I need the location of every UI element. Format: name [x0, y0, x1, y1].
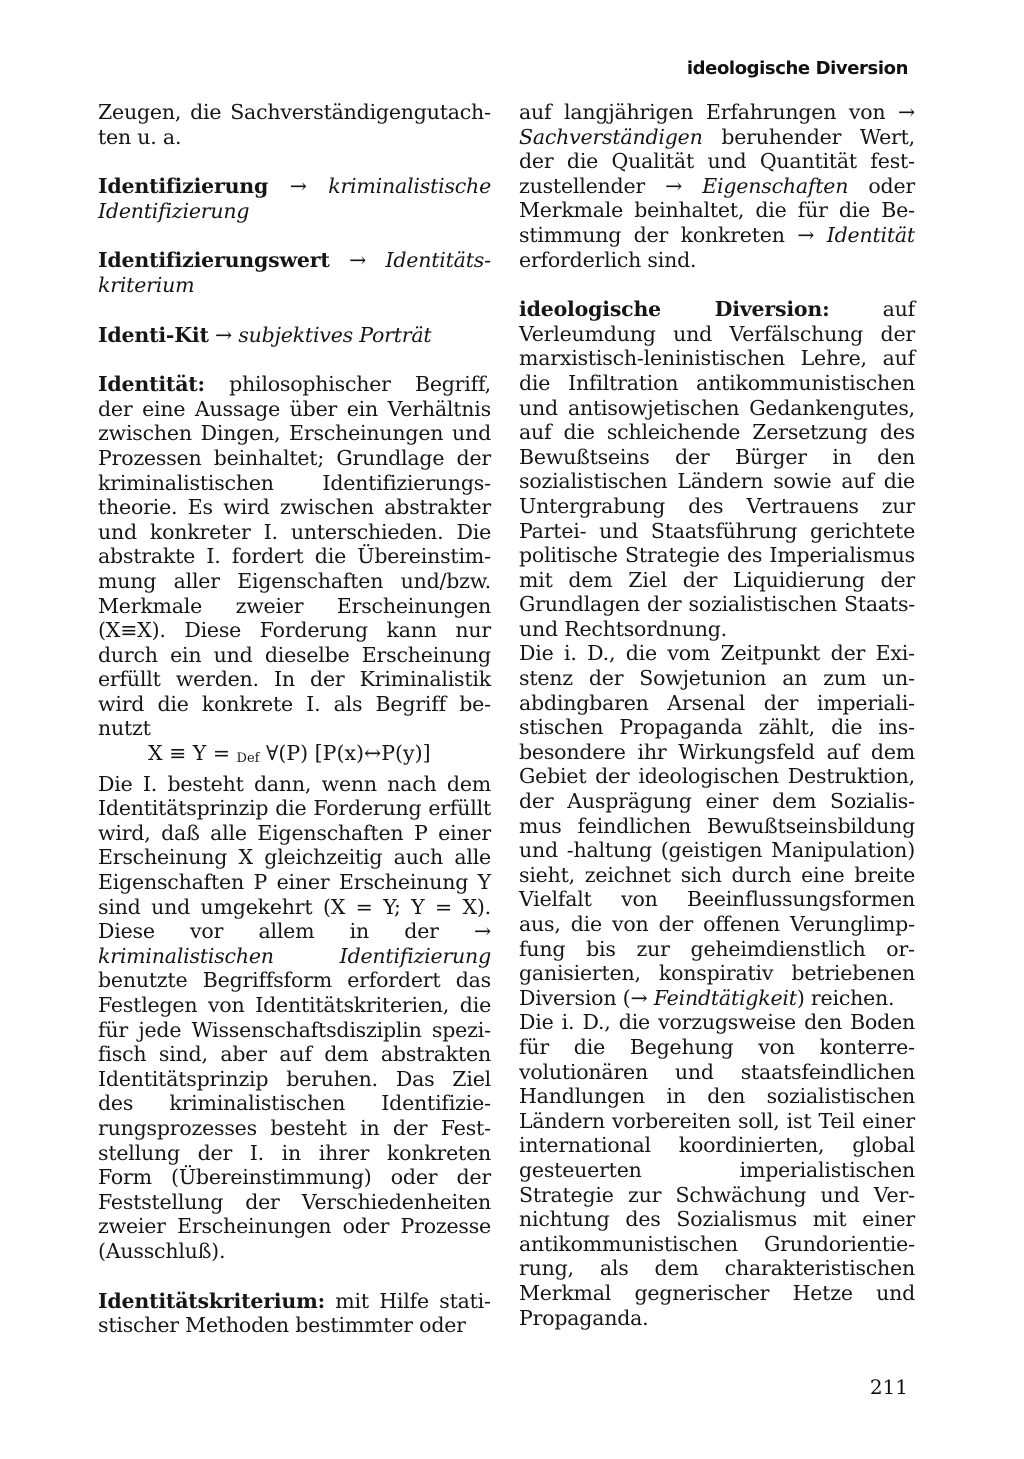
entry-text: Die i. D., die vorzugsweise den Boden für die Begehung von konterrevolutionären und staatsfeindlichen Handlungen in den sozialistischen Ländern vorbereiten soll, ist Teil einer international koordinierten, global gesteuerten imperialistischen Strategie zur Schwächung und Vernichtung des Sozialismus mit einer antikommunistischen Grundorientierung, als dem charakteristischen Merkmal gegnerischer Hetze und Propaganda.	[519, 1010, 915, 1330]
arrow-icon: →	[898, 100, 915, 124]
entry-headword: Identität:	[98, 372, 205, 397]
cross-reference[interactable]: kriminalistischen Identifizierung	[98, 943, 491, 968]
identity-formula: X ≡ Y = $_{Def}$ ∀(P) [P(x)↔P(y)]	[148, 741, 431, 767]
cross-reference[interactable]: Feindtätigkeit	[653, 985, 797, 1010]
entry-identitaet	[98, 372, 491, 1263]
continuation-text	[98, 100, 491, 149]
entry-ideologische-diversion	[519, 297, 915, 1330]
running-head: ideologische Diversion	[686, 58, 908, 79]
entry-text: beruhender Wert, der die Qualität und Quantität festzustellender	[519, 124, 915, 198]
right-column	[519, 100, 915, 1355]
left-column	[98, 100, 491, 1363]
page-number: 211	[869, 1375, 908, 1399]
entry-text: mit Hilfe statistischer Methoden bestimmter oder	[98, 1288, 491, 1338]
entry-text: ) reichen.	[796, 985, 895, 1010]
entry-text: auf Verleumdung und Verfälschung der marxistisch-leninistischen Lehre, auf die Infiltration antikommunistischen und antisowjetischen Gedankengutes, auf die schleichende Zersetzung des Bewußtseins der Bürger in den sozialistischen Ländern sowie auf die Untergrabung des Vertrauens zur Partei- und Staatsführung gerichtete politische Strategie des Imperialismus mit dem Ziel der Liquidierung der Grundlagen der sozialistischen Staats- und Rechtsordnung.	[519, 297, 915, 641]
cross-reference[interactable]: subjektives Porträt	[238, 322, 432, 347]
cross-reference[interactable]: Sachverständigen	[519, 124, 703, 149]
entry-identi-kit	[98, 323, 491, 348]
arrow-icon: →	[349, 248, 367, 273]
cross-reference[interactable]: Eigenschaften	[702, 173, 849, 198]
cross-reference[interactable]: Identitätskriterium	[98, 248, 491, 297]
cross-reference[interactable]: kriminalistische Identifizierung	[98, 174, 491, 223]
cross-reference[interactable]: Identität	[826, 222, 915, 247]
entry-text: benutzte Begriffsform erfordert das Festlegen von Identitätskriterien, die für jede Wissenschaftsdisziplin spezifisch sind, aber auf dem abstrakten Identitätsprinzip beruhen. Das Ziel des kriminalistischen Identifizierungsprozesses besteht in der Feststellung der I. in ihrer konkreten Form (Übereinstimmung) oder der Feststellung der Verschiedenheiten zweier Erscheinungen oder Prozesse (Ausschluß).	[98, 968, 491, 1263]
entry-text: oder Merkmale beinhaltet, die für die Bestimmung der konkreten	[519, 173, 915, 247]
paragraph	[519, 1010, 915, 1330]
entry-identitaetskriterium	[98, 1289, 491, 1338]
entry-headword: Identi-Kit	[98, 322, 209, 347]
entry-text: Die I. besteht dann, wenn nach dem Identitätsprinzip die Forderung erfüllt wird, daß alle Eigenschaften P einer Erscheinung X gleichzeitig auch alle Eigenschaften P einer Erscheinung Y sind und umgekehrt (X = Y; Y = X). Diese vor allem in der	[98, 771, 491, 944]
entry-identifizierungswert	[98, 248, 491, 297]
arrow-icon: →	[289, 174, 307, 199]
entry-identitaetskriterium-cont	[519, 100, 915, 272]
entry-text: Die i. D., die vom Zeitpunkt der Existenz der Sowjetunion an zum unabdingbaren Arsenal der imperialistischen Propaganda zählt, die insbesondere ihr Wirkungsfeld auf dem Gebiet der ideologischen Destruktion, der Ausprägung einer dem Sozialismus feindlichen Bewußtseinsbildung und -haltung (geistigen Manipulation) sieht, zeichnet sich durch eine breite Vielfalt von Beeinflussungsformen aus, die von der offenen Verunglimpfung bis zur geheimdienstlich organisierten, konspirativ betriebenen Diversion (	[519, 641, 915, 1010]
arrow-icon: →	[665, 173, 683, 198]
entry-text: erforderlich sind.	[519, 247, 697, 272]
entry-text: auf langjährigen Erfahrungen von	[519, 100, 886, 124]
entry-text: Zeugen, die Sachverständigengutachten u. a.	[98, 100, 491, 149]
entry-identifizierung	[98, 174, 491, 223]
arrow-icon: →	[474, 919, 491, 944]
entry-text: philosophischer Begriff, der eine Aussage über ein Verhältnis zwischen Dingen, Erscheinungen und Prozessen beinhaltet; Grundlage der kriminalistischen Identifizierungstheorie. Es wird zwischen abstrakter und konkreter I. unterschieden. Die abstrakte I. fordert die Übereinstimmung aller Eigenschaften und/bzw. Merkmale zweier Erscheinungen (X≡X). Diese Forderung kann nur durch ein und dieselbe Erscheinung erfüllt werden. In der Kriminalistik wird die konkrete I. als Begriff benutzt	[98, 372, 491, 741]
entry-headword: Identitätskriterium:	[98, 1288, 325, 1313]
arrow-icon: →	[797, 222, 815, 247]
entry-headword: Identifizierungswert	[98, 248, 330, 273]
arrow-icon: →	[215, 322, 233, 347]
paragraph	[519, 297, 915, 641]
paragraph	[519, 641, 915, 1010]
entry-headword: Identifizierung	[98, 174, 269, 199]
arrow-icon: →	[630, 985, 648, 1010]
entry-headword: ideologische Diversion:	[519, 297, 830, 322]
